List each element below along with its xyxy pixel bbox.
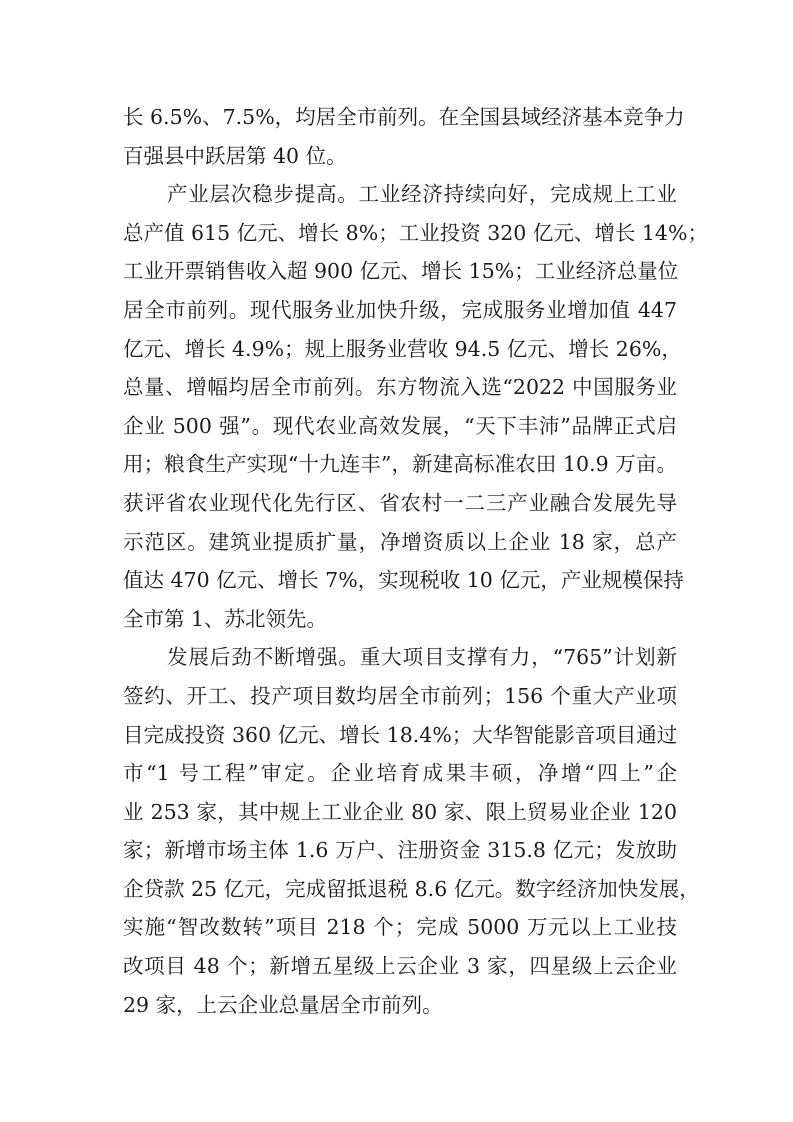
text-line: 发展后劲不断增强。重大项目支撑有力，“765”计划新 <box>167 645 677 670</box>
text-line: 总量、增幅均居全市前列。东方物流入选“2022 中国服务业 <box>123 375 677 400</box>
text-line: 居全市前列。现代服务业加快升级，完成服务业增加值 447 <box>123 297 677 322</box>
text-line: 工业开票销售收入超 900 亿元、增长 15%；工业经济总量位 <box>123 259 679 284</box>
text-line: 29 家，上云企业总量居全市前列。 <box>123 992 443 1017</box>
text-line: 签约、开工、投产项目数均居全市前列；156 个重大产业项 <box>123 683 677 708</box>
text-line: 值达 470 亿元、增长 7%，实现税收 10 亿元，产业规模保持 <box>123 568 684 593</box>
text-line: 产业层次稳步提高。工业经济持续向好，完成规上工业 <box>167 182 677 207</box>
text-line: 总产值 615 亿元、增长 8%；工业投资 320 亿元、增长 14%； <box>123 220 708 245</box>
text-line: 家；新增市场主体 1.6 万户、注册资金 315.8 亿元；发放助 <box>123 838 677 863</box>
text-line: 市“1 号工程”审定。企业培育成果丰硕，净增“四上”企 <box>123 761 677 786</box>
text-line: 亿元、增长 4.9%；规上服务业营收 94.5 亿元、增长 26%， <box>123 336 682 361</box>
text-line: 获评省农业现代化先行区、省农村一二三产业融合发展先导 <box>123 490 677 515</box>
text-line: 全市第 1、苏北领先。 <box>123 606 328 631</box>
text-line: 百强县中跃居第 40 位。 <box>123 143 347 168</box>
text-line: 实施“智改数转”项目 218 个；完成 5000 万元以上工业技 <box>123 915 677 940</box>
text-line: 目完成投资 360 亿元、增长 18.4%；大华智能影音项目通过 <box>123 722 678 747</box>
paragraph <box>123 638 700 1024</box>
document-page <box>123 98 708 1024</box>
text-line: 示范区。建筑业提质扩量，净增资质以上企业 18 家，总产 <box>123 529 677 554</box>
text-line: 企贷款 25 亿元，完成留抵退税 8.6 亿元。数字经济加快发展， <box>123 876 700 901</box>
text-line: 改项目 48 个；新增五星级上云企业 3 家，四星级上云企业 <box>123 954 677 979</box>
text-line: 用；粮食生产实现“十九连丰”，新建高标准农田 10.9 万亩。 <box>123 452 677 477</box>
paragraph <box>123 175 708 638</box>
text-line: 长 6.5%、7.5%，均居全市前列。在全国县域经济基本竞争力 <box>123 105 685 129</box>
text-line: 业 253 家，其中规上工业企业 80 家、限上贸易业企业 120 <box>123 799 677 824</box>
paragraph <box>123 98 685 175</box>
text-line: 企业 500 强”。现代农业高效发展，“天下丰沛”品牌正式启 <box>123 413 677 438</box>
